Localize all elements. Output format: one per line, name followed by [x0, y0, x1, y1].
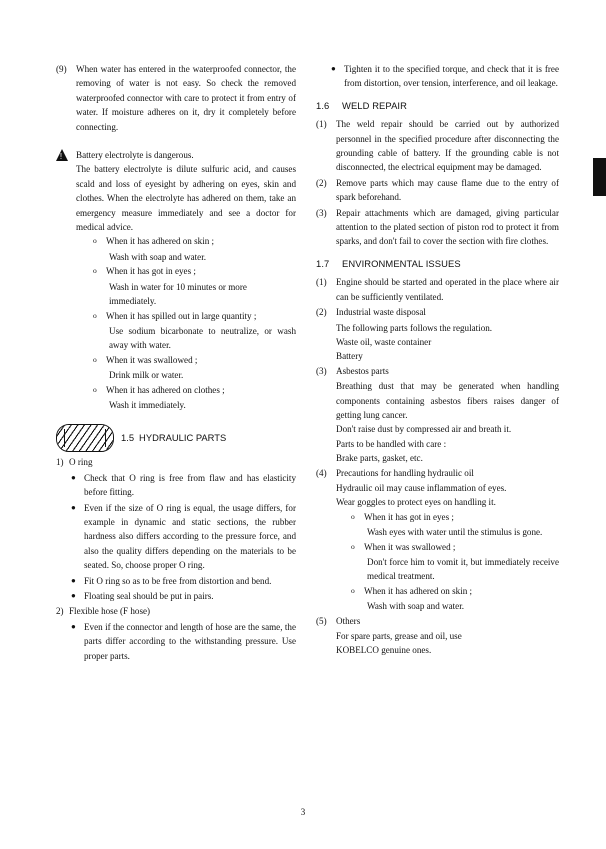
case-item [349, 510, 559, 524]
case-marker: o [93, 310, 97, 320]
paragraph-text: The weld repair should be carried out by authorized personnel in the specified procedure after disconnecting the grounding cable of battery. If the grounding cable is not disconnected, the electrical equipment may be damaged. [336, 119, 559, 173]
paragraph-text: Remove parts which may cause flame due to the entry of spark beforehand. [336, 177, 559, 203]
warning-body [76, 148, 296, 412]
paragraph-text: Repair attachments which are damaged, giving particular attention to the plated section of piston rod to protect it from sparks, and don't fail to cover the section with fire clothes. [336, 207, 559, 247]
paragraph-item [316, 614, 559, 628]
list-marker: (1) [316, 277, 327, 288]
case-action: Wash it immediately. [109, 399, 186, 410]
subsection-o-ring [56, 455, 296, 469]
paragraph-line: The following parts follows the regulation. [336, 322, 493, 333]
paragraph-item [316, 275, 559, 304]
page-number: 3 [300, 807, 306, 817]
bullet-icon: ● [71, 472, 76, 482]
list-marker: (3) [316, 365, 327, 376]
bullet-text: Even if the size of O ring is equal, the usage differs, for example in dynamic and static sections, the rubber hardness also differs according to the pressure force, and also the quality differs depending on the materials to be seated. So, choose proper O ring. [84, 502, 296, 571]
paragraph-item [316, 305, 559, 319]
case-title: When it has got in eyes ; [364, 511, 454, 522]
case-action: Drink milk or water. [109, 370, 184, 381]
section-title: HYDRAULIC PARTS [139, 432, 227, 444]
paragraph-line: Breathing dust that may be generated when handling components containing asbestos fibers raises danger of getting lung cancer. [336, 381, 559, 420]
paragraph-line: For spare parts, grease and oil, use [336, 631, 462, 642]
case-title: When it was swallowed ; [364, 541, 456, 552]
bullet-text: Even if the connector and length of hose are the same, the parts differ according to the withstanding pressure. Use proper parts. [84, 621, 296, 661]
paragraph-line: Parts to be handled with care : [336, 438, 447, 449]
section-1-7-heading [316, 257, 559, 271]
case-item [349, 540, 559, 554]
warning-case [91, 309, 296, 323]
subsection-flexible-hose [56, 604, 296, 618]
warning-case [91, 353, 296, 367]
bullet-item [71, 501, 296, 573]
case-title: When it has adhered on skin ; [364, 585, 473, 596]
case-marker: o [93, 354, 97, 364]
bullet-icon: ● [71, 575, 76, 585]
list-marker: (5) [316, 615, 327, 626]
warning-text: The battery electrolyte is dilute sulfuric acid, and causes scald and loss of eyesight by adhering on eyes, skin and clothes. When the electrolyte has adhered on them, take an emergency measure immediately and see a doctor for medical advice. [76, 164, 296, 233]
paragraph-item [316, 117, 559, 175]
bullet-text: Floating seal should be put in pairs. [84, 591, 214, 601]
bullet-item [71, 471, 296, 500]
case-title: When it has spilled out in large quantity ; [106, 310, 257, 321]
bullet-text: Check that O ring is free from flaw and has elasticity before fitting. [84, 472, 296, 498]
paragraph-item [316, 176, 559, 205]
paragraph-line: Hydraulic oil may cause inflammation of eyes. [336, 482, 507, 493]
case-marker: o [93, 384, 97, 394]
section-number: 1.6 [316, 99, 330, 111]
bullet-icon: ● [71, 591, 76, 600]
case-item [349, 584, 559, 598]
subsection-title: Flexible hose (F hose) [69, 606, 151, 617]
paragraph-line: Brake parts, gasket, etc. [336, 453, 423, 464]
paragraph-item [316, 206, 559, 249]
case-marker: o [93, 236, 97, 246]
bullet-icon: ● [331, 64, 336, 73]
case-title: When it has adhered on clothes ; [106, 384, 225, 395]
case-action: Use sodium bicarbonate to neutralize, or wash away with water. [109, 325, 296, 351]
section-title: WELD REPAIR [342, 99, 407, 111]
paragraph-item-9 [56, 62, 296, 134]
bullet-text: Tighten it to the specified torque, and check that it is free from distortion, over tension, interference, and oil leakage. [344, 64, 559, 89]
warning-case [91, 264, 296, 278]
bullet-item [71, 589, 296, 603]
list-marker: (2) [316, 177, 327, 188]
list-marker: 1) [56, 457, 64, 468]
section-number: 1.7 [316, 257, 330, 269]
two-column-body [56, 62, 562, 774]
section-1-5-heading [56, 424, 296, 452]
case-action: Wash with soap and water. [367, 601, 465, 612]
list-marker: (3) [316, 207, 327, 218]
case-title: When it has got in eyes ; [106, 266, 196, 277]
subsection-title: O ring [69, 457, 93, 468]
case-action: Wash with soap and water. [109, 251, 207, 262]
section-number: 1.5 [121, 432, 135, 444]
case-action: Wash eyes with water until the stimulus is gone. [367, 527, 543, 538]
bullet-icon: ● [71, 502, 76, 512]
case-action: Don't force him to vomit it, but immediately receive medical treatment. [367, 557, 559, 582]
paragraph-line: Wear goggles to protect eyes on handling it. [336, 497, 496, 508]
paragraph-line: Waste oil, waste container [336, 336, 432, 347]
page-edge-tab-marker [593, 158, 606, 196]
warning-triangle-icon [56, 148, 76, 161]
paragraph-text: When water has entered in the waterproofed connector, the removing of water is not easy. So check the removed waterproofed connector with care to protect it from entry of water. If moisture adheres on it, dry it completely before connecting. [76, 64, 296, 132]
paragraph-line: KOBELCO genuine ones. [336, 645, 432, 656]
paragraph-text: Industrial waste disposal [336, 307, 426, 318]
case-title: When it was swallowed ; [106, 354, 198, 365]
bullet-item [71, 574, 296, 588]
list-marker: (4) [316, 467, 327, 478]
warning-case [91, 234, 296, 248]
bullet-icon: ● [71, 621, 76, 631]
left-column [56, 62, 296, 774]
list-marker: (1) [316, 119, 327, 130]
paragraph-text: Asbestos parts [336, 365, 389, 376]
bullet-item-top [331, 62, 559, 91]
paragraph-line: Battery [336, 351, 363, 362]
case-marker: o [351, 541, 355, 551]
bullet-text: Fit O ring so as to be free from distortion and bend. [84, 575, 272, 586]
bullet-item [71, 620, 296, 663]
case-marker: o [351, 585, 355, 595]
paragraph-item [316, 364, 559, 378]
section-1-6-heading [316, 99, 559, 113]
section-title: ENVIRONMENTAL ISSUES [342, 257, 461, 269]
warning-title: Battery electrolyte is dangerous. [76, 150, 194, 161]
list-marker: (9) [56, 64, 67, 74]
case-marker: o [93, 266, 97, 276]
paragraph-text: Precautions for handling hydraulic oil [336, 467, 474, 478]
warning-block [56, 148, 296, 412]
warning-case [91, 383, 296, 397]
paragraph-item [316, 466, 559, 480]
right-column [316, 62, 559, 774]
hydraulic-o-ring-icon [56, 424, 114, 452]
list-marker: 2) [56, 606, 64, 617]
paragraph-text: Engine should be started and operated in the place where air can be sufficiently ventilated. [336, 277, 559, 302]
paragraph-text: Others [336, 615, 361, 626]
case-title: When it has adhered on skin ; [106, 236, 215, 247]
case-action: Wash in water for 10 minutes or more immediately. [109, 281, 247, 307]
case-marker: o [351, 511, 355, 521]
paragraph-line: Don't raise dust by compressed air and breath it. [336, 424, 512, 435]
list-marker: (2) [316, 307, 327, 318]
